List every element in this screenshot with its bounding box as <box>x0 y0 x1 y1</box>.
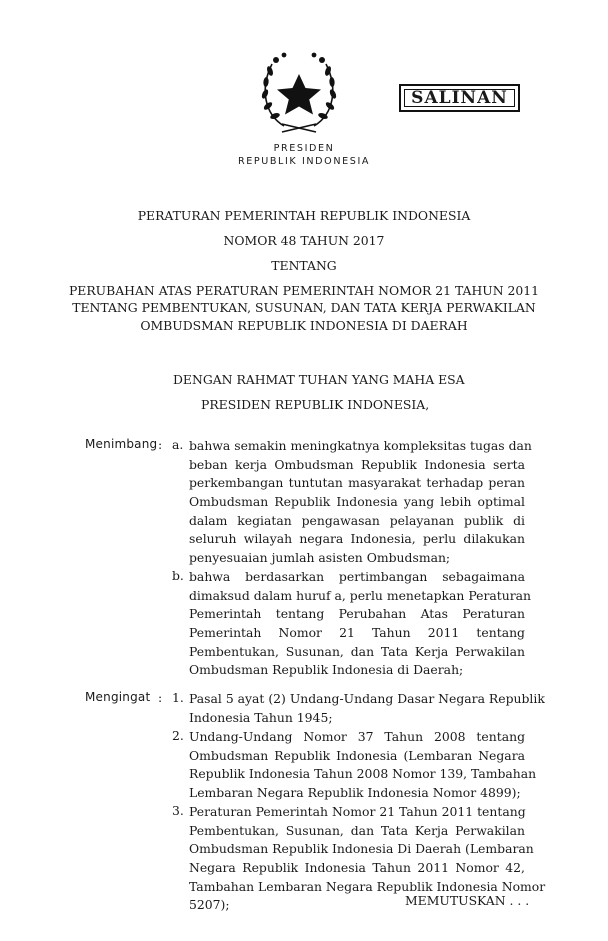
text-line: Pemerintah tentang Perubahan Atas Peraturan <box>189 606 525 622</box>
office-line-republic: REPUBLIK INDONESIA <box>237 156 371 167</box>
mengingat-label: Mengingat <box>85 690 151 704</box>
mengingat-item-2 <box>189 728 537 803</box>
regulation-subject-line: PERUBAHAN ATAS PERATURAN PEMERINTAH NOMOR 21 TAHUN 2011 <box>68 283 540 298</box>
regulation-subject-line: TENTANG PEMBENTUKAN, SUSUNAN, DAN TATA KERJA PERWAKILAN <box>72 300 536 315</box>
regulation-subject-line: OMBUDSMAN REPUBLIK INDONESIA DI DAERAH <box>140 318 468 333</box>
text-line: 5207); <box>189 897 230 913</box>
text-line: Negara Republik Indonesia Tahun 2011 Nomor 42, <box>189 860 525 876</box>
text-line: Pasal 5 ayat (2) Undang-Undang Dasar Negara Republik <box>189 691 545 706</box>
text-line: dimaksud dalam huruf a, perlu menetapkan Peraturan <box>189 587 532 603</box>
text-line: Pemerintah Nomor 21 Tahun 2011 tentang <box>189 625 525 641</box>
continuation-text: MEMUTUSKAN . . . <box>405 893 530 908</box>
text-line: penyesuaian jumlah asisten Ombudsman; <box>189 550 451 566</box>
preamble-president: PRESIDEN REPUBLIK INDONESIA, <box>201 397 430 412</box>
office-line-president: PRESIDEN <box>273 143 335 154</box>
menimbang-item-a <box>189 437 532 568</box>
mengingat-marker: 2. <box>172 728 184 743</box>
text-line: perkembangan tuntutan masyarakat terhadap peran <box>189 475 525 491</box>
menimbang-label: Menimbang <box>85 437 158 451</box>
mengingat-item-1 <box>189 690 545 727</box>
text-line: bahwa berdasarkan pertimbangan sebagaimana <box>189 569 525 584</box>
text-line: Ombudsman Republik Indonesia Di Daerah (Lembaran <box>189 841 534 857</box>
salinan-stamp <box>399 84 520 112</box>
stamp-label: SALINAN <box>411 88 508 108</box>
regulation-title: PERATURAN PEMERINTAH REPUBLIK INDONESIA <box>137 208 471 223</box>
text-line: seluruh wilayah negara Indonesia, perlu dilakukan <box>189 531 525 547</box>
text-line: Tambahan Lembaran Negara Republik Indonesia Nomor <box>189 878 546 894</box>
text-line: bahwa semakin meningkatnya kompleksitas tugas dan <box>189 438 532 453</box>
text-line: Peraturan Pemerintah Nomor 21 Tahun 2011 tentang <box>189 804 526 819</box>
text-line: Pembentukan, Susunan, dan Tata Kerja Perwakilan <box>189 643 525 659</box>
mengingat-marker: 1. <box>172 690 184 705</box>
state-emblem-icon <box>254 48 344 134</box>
menimbang-marker: a. <box>172 437 184 452</box>
text-line: beban kerja Ombudsman Republik Indonesia serta <box>189 456 525 472</box>
menimbang-colon: : <box>158 437 163 452</box>
text-line: Pembentukan, Susunan, dan Tata Kerja Perwakilan <box>189 822 525 838</box>
text-line: Indonesia Tahun 1945; <box>189 709 333 725</box>
text-line: Lembaran Negara Republik Indonesia Nomor 4899); <box>189 785 521 801</box>
text-line: Undang-Undang Nomor 37 Tahun 2008 tentang <box>189 729 525 744</box>
text-line: Ombudsman Republik Indonesia di Daerah; <box>189 662 464 678</box>
mengingat-colon: : <box>158 690 163 705</box>
text-line: Ombudsman Republik Indonesia (Lembaran Negara <box>189 747 525 763</box>
menimbang-item-b <box>189 568 532 680</box>
preamble-rahmat: DENGAN RAHMAT TUHAN YANG MAHA ESA <box>173 372 465 387</box>
regulation-tentang: TENTANG <box>271 258 337 273</box>
menimbang-marker: b. <box>172 568 184 583</box>
mengingat-marker: 3. <box>172 803 184 818</box>
text-line: Republik Indonesia Tahun 2008 Nomor 139, Tambahan <box>189 766 537 782</box>
text-line: Ombudsman Republik Indonesia yang lebih optimal <box>189 494 525 510</box>
text-line: dalam kegiatan pengawasan pelayanan publik di <box>189 512 525 528</box>
regulation-number: NOMOR 48 TAHUN 2017 <box>223 233 385 248</box>
